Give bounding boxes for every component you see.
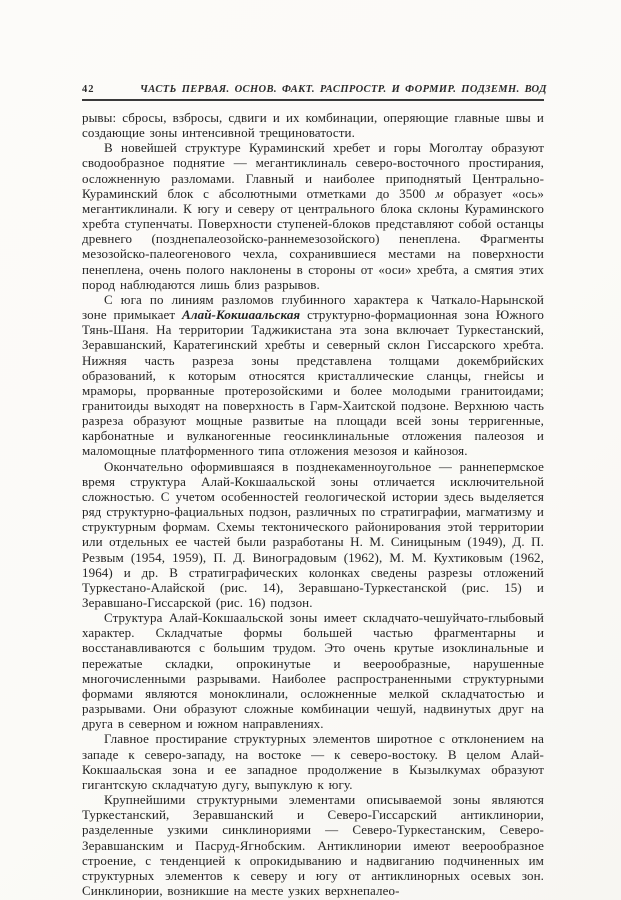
text-run: Структура Алай-Кокшаальской зоны имеет складчато-чешуйчато-глыбовый характер. Складчатые формы большей частью фрагментарны и восстанавливаются с большим трудом. Это очень крутые изоклинальные и пережатые складки, опрокинутые и веерообразные, нарушенные многочисленными разрывами. Наиболее распространенными структурными формами являются моноклинали, осложненные мелкой складчатостью и разрывами. Они образуют сложные комбинации чешуй, надвинутых друг на друга в северном и южном направлениях. <box>82 610 544 732</box>
emphasized-text: Алай-Кокшаальская <box>182 307 301 323</box>
text-run: В новейшей структуре Кураминский хребет и горы Моголтау образуют сводообразное поднятие — мегантиклиналь северо-восточного простирания, осложненную разломами. Главный и наиболее приподнятый Центрально-Кураминский блок с абсолютными отметками до 3500 <box>82 140 544 201</box>
paragraph <box>82 140 544 292</box>
text-run: образует «ось» мегантиклинали. К югу и северу от центрального блока склоны Кураминского хребта ступенчаты. Поверхности ступеней-блоков представляют собой останцы древнего (позднепалеозойско-раннемезозойского) пенеплена. Фрагменты мезозойско-палеогенового чехла, сохранившиеся местами на поверхности пенеплена, очень полого наклонены в стороны от «оси» хребта, а смятия этих пород наблюдаются лишь близ разрывов. <box>82 185 544 292</box>
paragraph <box>82 459 544 611</box>
paragraph <box>82 292 544 459</box>
paragraph <box>82 731 544 792</box>
text-run: рывы: сбросы, взбросы, сдвиги и их комбинации, оперяющие главные швы и создающие зоны интенсивной трещиноватости. <box>82 110 544 141</box>
text-run: Окончательно оформившаяся в позднекаменноугольное — раннепермское время структура Алай-Кокшаальской зоны отличается исключительной сложностью. С учетом особенностей геологической истории здесь выделяется ряд структурно-фациальных подзон, различных по стратиграфии, магматизму и структурным формам. Схемы тектонического районирования этой территории или отдельных ее частей были разработаны Н. М. Синицыным (1949), Д. П. Резвым (1954, 1959), П. Д. Виноградовым (1962), М. М. Кухтиковым (1962, 1964) и др. В стратиграфических колонках сведены разрезы отложений Туркестано-Алайской (рис. 14), Зеравшано-Туркестанской (рис. 15) и Зеравшано-Гиссарской (рис. 16) подзон. <box>82 458 544 610</box>
text-run: Главное простирание структурных элементов широтное с отклонением на западе к северо-западу, на востоке — к северо-востоку. В целом Алай-Кокшаальская зона и ее западное продолжение в Кызылкумах образуют гигантскую складчатую дугу, выпуклую к югу. <box>82 731 544 792</box>
page-number: 42 <box>82 84 95 95</box>
text-run: Крупнейшими структурными элементами описываемой зоны являются Туркестанский, Зеравшанский и Северо-Гиссарский антиклинории, разделенные узкими синклинориями — Северо-Туркестанским, Северо-Зеравшанским и Пасруд-Ягнобским. Антиклинории имеют веерообразное строение, с тенденцией к опрокидыванию и надвиганию подчиненных им структурных элементов к северу и югу от антиклинорных осевых зон. Синклинории, возникшие на месте узких верхнепалео- <box>82 792 544 898</box>
paragraph <box>82 110 544 140</box>
emphasized-text: м <box>435 185 444 201</box>
text-run: С юга по линиям разломов глубинного характера к Чаткало-Нарынской зоне примыкает <box>82 291 544 323</box>
text-column <box>82 84 547 898</box>
running-title: ЧАСТЬ ПЕРВАЯ. ОСНОВ. ФАКТ. РАСПРОСТР. И ФОРМИР. ПОДЗЕМН. ВОД <box>140 84 547 95</box>
paragraph <box>82 610 544 731</box>
running-header <box>82 84 547 95</box>
header-rule <box>82 99 544 101</box>
text-run: структурно-формационная зона Южного Тянь-Шаня. На территории Таджикистана эта зона включает Туркестанский, Зеравшанский, Каратегинский хребты и северный склон Гиссарского хребта. Нижняя часть разреза зоны представлена толщами докембрийских образований, к которым относятся кристаллические сланцы, гнейсы и мраморы, прорванные протерозойскими и более молодыми гранитоидами; гранитоиды выходят на поверхность в Гарм-Хаитской подзоне. Верхнюю часть разреза образуют мощные развитые на площади всей зоны терригенные, карбонатные и вулканогенные геосинклинальные отложения палеозоя и маломощные платформенного типа отложения мезозоя и кайнозоя. <box>82 307 544 459</box>
paragraph <box>82 792 544 898</box>
body-text <box>82 110 544 898</box>
